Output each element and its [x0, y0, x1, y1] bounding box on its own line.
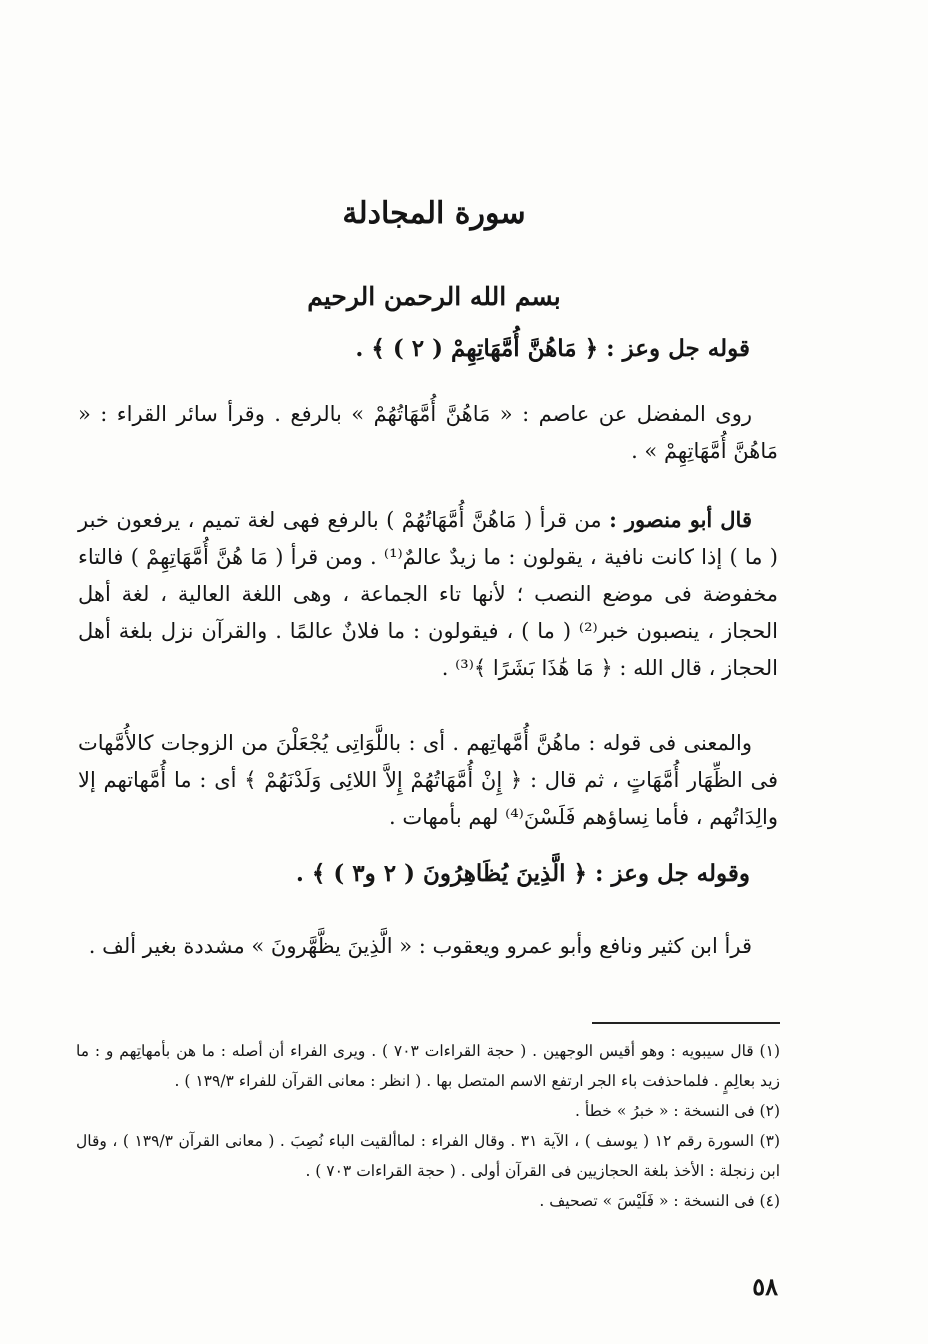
- paragraph-text: قرأ ابن كثير ونافع وأبو عمرو ويعقوب : « الَّذِينَ يظَّهَّرونَ » مشددة بغير ألف .: [88, 934, 752, 958]
- footnote: (٣) السورة رقم ١٢ ( يوسف ) ، الآية ٣١ . وقال الفراء : لماألقيت الباء نُصِبَ . ( معانى القرآن ١٣٩/٣ ) ، وقال ابن زنجلة : الأخذ بلغة الحجازيين فى القرآن أولى . ( حجة القراءات ٧٠٣ ) .: [76, 1132, 780, 1180]
- page-number: ٥٨: [752, 1272, 778, 1301]
- basmala: بسم الله الرحمن الرحيم: [307, 282, 561, 311]
- paragraph: [78, 501, 778, 687]
- surah-title: سورة المجادلة: [342, 196, 526, 231]
- paragraph-text: والمعنى فى قوله : ماهُنَّ أُمَّهاتِهم . أى : باللَّوَاتِى يُجْعَلْنَ من الزوجات كالأُمَّهات فى الظِّهَار أُمَّهَاتٍ ، ثم قال : ﴿ إِنْ أُمَّهَاتُهُمْ إِلاَّ اللائِى وَلَدْنَهُمْ ﴾ أى : ما أُمَّهاتهم إلا والِدَاتُهم ، فأما نِساؤهم فَلَسْنَ⁽⁴⁾ لهم بأمهات .: [78, 731, 778, 829]
- paragraph: [78, 396, 778, 470]
- paragraph-text: [78, 501, 778, 687]
- footnotes: [76, 1036, 780, 1216]
- verse-heading: وقوله جل وعز : ﴿ الَّذِينَ يُظَاهِرُونَ ( ٢ و٣ ) ﴾ .: [295, 860, 750, 887]
- footnote-divider: [592, 1022, 780, 1024]
- paragraph: [78, 928, 778, 965]
- verse-heading: قوله جل وعز : ﴿ مَاهُنَّ أُمَّهَاتِهِمْ ( ٢ ) ﴾ .: [355, 335, 750, 362]
- footnote: (١) قال سيبويه : وهو أقيس الوجهين . ( حجة القراءات ٧٠٣ ) . ويرى الفراء أن أصله : ما هن بأمهاتِهم و : ما زيد بعالِمٍ . فلماحذفت باء الجر ارتفع الاسم المتصل بها . ( انظر : معانى القرآن للفراء ١٣٩/٣ ) .: [76, 1042, 780, 1090]
- paragraph-lead: قال أبو منصور :: [609, 507, 752, 532]
- footnote: (٢) فى النسخة : « خبرُ » خطأ .: [575, 1102, 780, 1120]
- footnote: (٤) فى النسخة : « فَلَيْسَ » تصحيف .: [539, 1192, 780, 1210]
- paragraph-text: روى المفضل عن عاصم : « مَاهُنَّ أُمَّهَاتُهُمْ » بالرفع . وقرأ سائر القراء : « مَاهُنَّ أُمَّهَاتِهِمْ » .: [78, 402, 778, 463]
- paragraph: [78, 725, 778, 836]
- paragraph-body: من قرأ ( مَاهُنَّ أُمَّهَاتُهُمْ ) بالرفع فهى لغة تميم ، يرفعون خبر ( ما ) إذا كانت نافية ، يقولون : ما زيدٌ عالمٌ⁽¹⁾ . ومن قرأ ( مَا هُنَّ أُمَّهَاتِهِمْ ) فالتاء مخفوضة فى موضع النصب ؛ لأنها تاء الجماعة ، وهى اللغة العالية ، لغة أهل الحجاز ، ينصبون خبر⁽²⁾ ( ما ) ، فيقولون : ما فلانٌ عالمًا . والقرآن نزل بلغة أهل الحجاز ، قال الله : ﴿ مَا هَٰذَا بَشَرًا ﴾⁽³⁾ .: [78, 508, 778, 680]
